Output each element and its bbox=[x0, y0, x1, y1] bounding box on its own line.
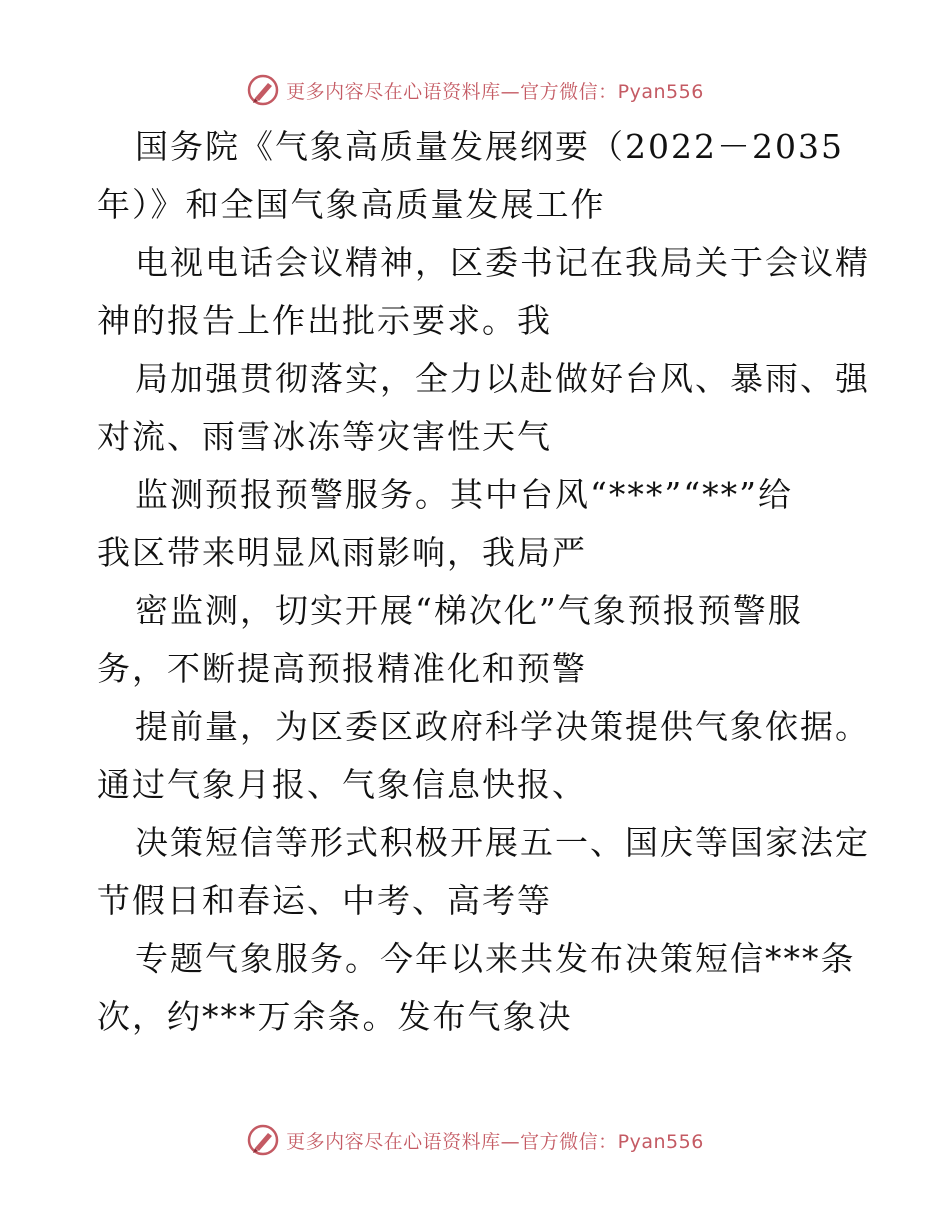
text-line: 决策短信等形式积极开展五一、国庆等国家法定 bbox=[135, 823, 870, 862]
text-line: 国务院《气象高质量发展纲要（2022－2035 bbox=[135, 127, 844, 166]
text-line: 提前量，为区委区政府科学决策提供气象依据。 bbox=[135, 707, 870, 746]
text-line: 年）》和全国气象高质量发展工作 bbox=[97, 185, 606, 224]
text-line: 务，不断提高预报精准化和预警 bbox=[97, 649, 587, 688]
document-body bbox=[97, 118, 887, 1046]
text-line: 节假日和春运、中考、高考等 bbox=[97, 881, 552, 920]
text-line: 我区带来明显风雨影响，我局严 bbox=[97, 533, 587, 572]
text-line: 监测预报预警服务。其中台风“***”“**”给 bbox=[135, 475, 793, 514]
text-line: 次，约***万余条。发布气象决 bbox=[97, 997, 573, 1036]
pen-logo-icon bbox=[246, 1123, 280, 1157]
header-banner bbox=[0, 70, 950, 110]
footer-banner bbox=[0, 1120, 950, 1160]
text-line: 通过气象月报、气象信息快报、 bbox=[97, 765, 587, 804]
footer-banner-text: 更多内容尽在心语资料库—官方微信：Pyan556 bbox=[286, 1130, 704, 1153]
footer-banner-inner bbox=[246, 1123, 704, 1157]
text-line: 密监测，切实开展“梯次化”气象预报预警服 bbox=[135, 591, 803, 630]
text-line: 局加强贯彻落实，全力以赴做好台风、暴雨、强 bbox=[135, 359, 870, 398]
text-line: 电视电话会议精神，区委书记在我局关于会议精 bbox=[135, 243, 870, 282]
pen-logo-icon bbox=[246, 73, 280, 107]
text-line: 神的报告上作出批示要求。我 bbox=[97, 301, 552, 340]
text-line: 对流、雨雪冰冻等灾害性天气 bbox=[97, 417, 552, 456]
header-banner-text: 更多内容尽在心语资料库—官方微信：Pyan556 bbox=[286, 80, 704, 103]
text-line: 专题气象服务。今年以来共发布决策短信***条 bbox=[135, 939, 856, 978]
header-banner-inner bbox=[246, 73, 704, 107]
